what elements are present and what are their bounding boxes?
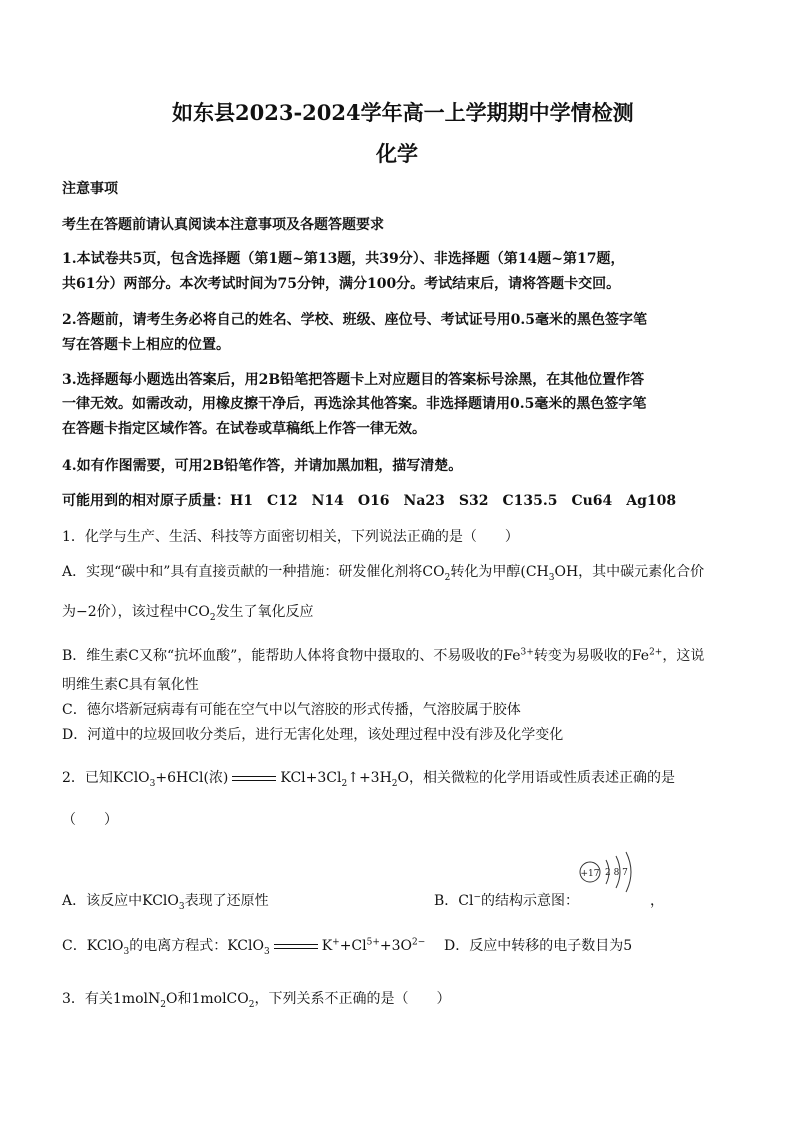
q2-stem: 2．已知KClO$_3$+6HCl(浓) $KCl+3Cl_2↑+3H_2O$，相关微粒的化学用语或性质表述正确的是 [62,770,676,789]
q1-stem: 1．化学与生产、生活、科技等方面密切相关，下列说法正确的是（ ） [62,529,519,545]
chlorine-ion-structure-diagram [578,850,648,902]
atomic-masses: 可能用到的相对原子质量：H1 C12 N14 O16 Na23 S32 C135.5 Cu64 Ag108 [62,493,677,509]
q1-option-a-line-1: A．实现“碳中和”具有直接贡献的一种措施：研发催化剂将$CO_2$转化为甲醇($CH_3OH$，其中碳元素化合价 [62,564,705,583]
equals-sign [274,944,318,949]
q2-option-b-comma: ， [650,893,664,909]
q1-option-b-line-1: B．维生素C又称“抗坏血酸”，能帮助人体将食物中摄取的、不易吸收的$Fe^{3+}$转变为易吸收的$Fe^{2+}$，这说 [62,647,705,664]
notice-item-1-line-1: 1.本试卷共5页，包含选择题（第1题~第13题，共39分）、非选择题（第14题~第17题， [62,251,625,267]
notice-intro: 考生在答题前请认真阅读本注意事项及各题答题要求 [62,217,384,233]
q3-stem: 3．有关1molN$_2$O和1molCO$_2$，下列关系不正确的是（ ） [62,991,451,1010]
notice-heading: 注意事项 [62,181,118,197]
q1-option-c: C．德尔塔新冠病毒有可能在空气中以气溶胶的形式传播，气溶胶属于胶体 [62,702,521,718]
page-title: 如东县2023-2024学年高一上学期期中学情检测 [172,100,634,125]
subject-title: 化学 [376,141,418,166]
nucleus-label: +17 [580,869,600,879]
q2-option-c: C．KClO$_3$的电离方程式：KClO$_3$ $K^++Cl^{5+}+3O^{2-}$ [62,937,426,957]
q1-option-d: D．河道中的垃圾回收分类后，进行无害化处理，该处理过程中没有涉及化学变化 [62,727,564,743]
notice-item-2-line-2: 写在答题卡上相应的位置。 [62,337,230,353]
notice-item-2-line-1: 2.答题前，请考生务必将自己的姓名、学校、班级、座位号、考试证号用0.5毫米的黑色签字笔 [62,312,647,328]
q2-option-a: A．该反应中KClO$_3$表现了还原性 [62,893,269,912]
q1-option-a-line-2: 为−2价），该过程中$CO_2$发生了氧化反应 [62,604,314,623]
equals-sign [232,776,276,781]
notice-item-4: 4.如有作图需要，可用2B铅笔作答，并请加黑加粗，描写清楚。 [62,458,463,474]
notice-item-3-line-1: 3.选择题每小题选出答案后，用2B铅笔把答题卡上对应题目的答案标号涂黑，在其他位置作答 [62,372,645,388]
q2-option-d: D．反应中转移的电子数目为5 [444,938,633,954]
q2-paren: （ ） [62,812,118,828]
q1-option-b-line-2: 明维生素C具有氧化性 [62,677,199,693]
notice-item-1-line-2: 共61分）两部分。本次考试时间为75分钟，满分100分。考试结束后，请将答题卡交回。 [62,276,621,292]
notice-item-3-line-2: 一律无效。如需改动，用橡皮擦干净后，再选涂其他答案。非选择题请用0.5毫米的黑色签字笔 [62,396,647,412]
notice-item-3-line-3: 在答题卡指定区域作答。在试卷或草稿纸上作答一律无效。 [62,421,426,437]
shell-electrons: 2 8 7 [605,868,628,878]
q2-option-b: B．Cl−的结构示意图： [434,892,580,909]
